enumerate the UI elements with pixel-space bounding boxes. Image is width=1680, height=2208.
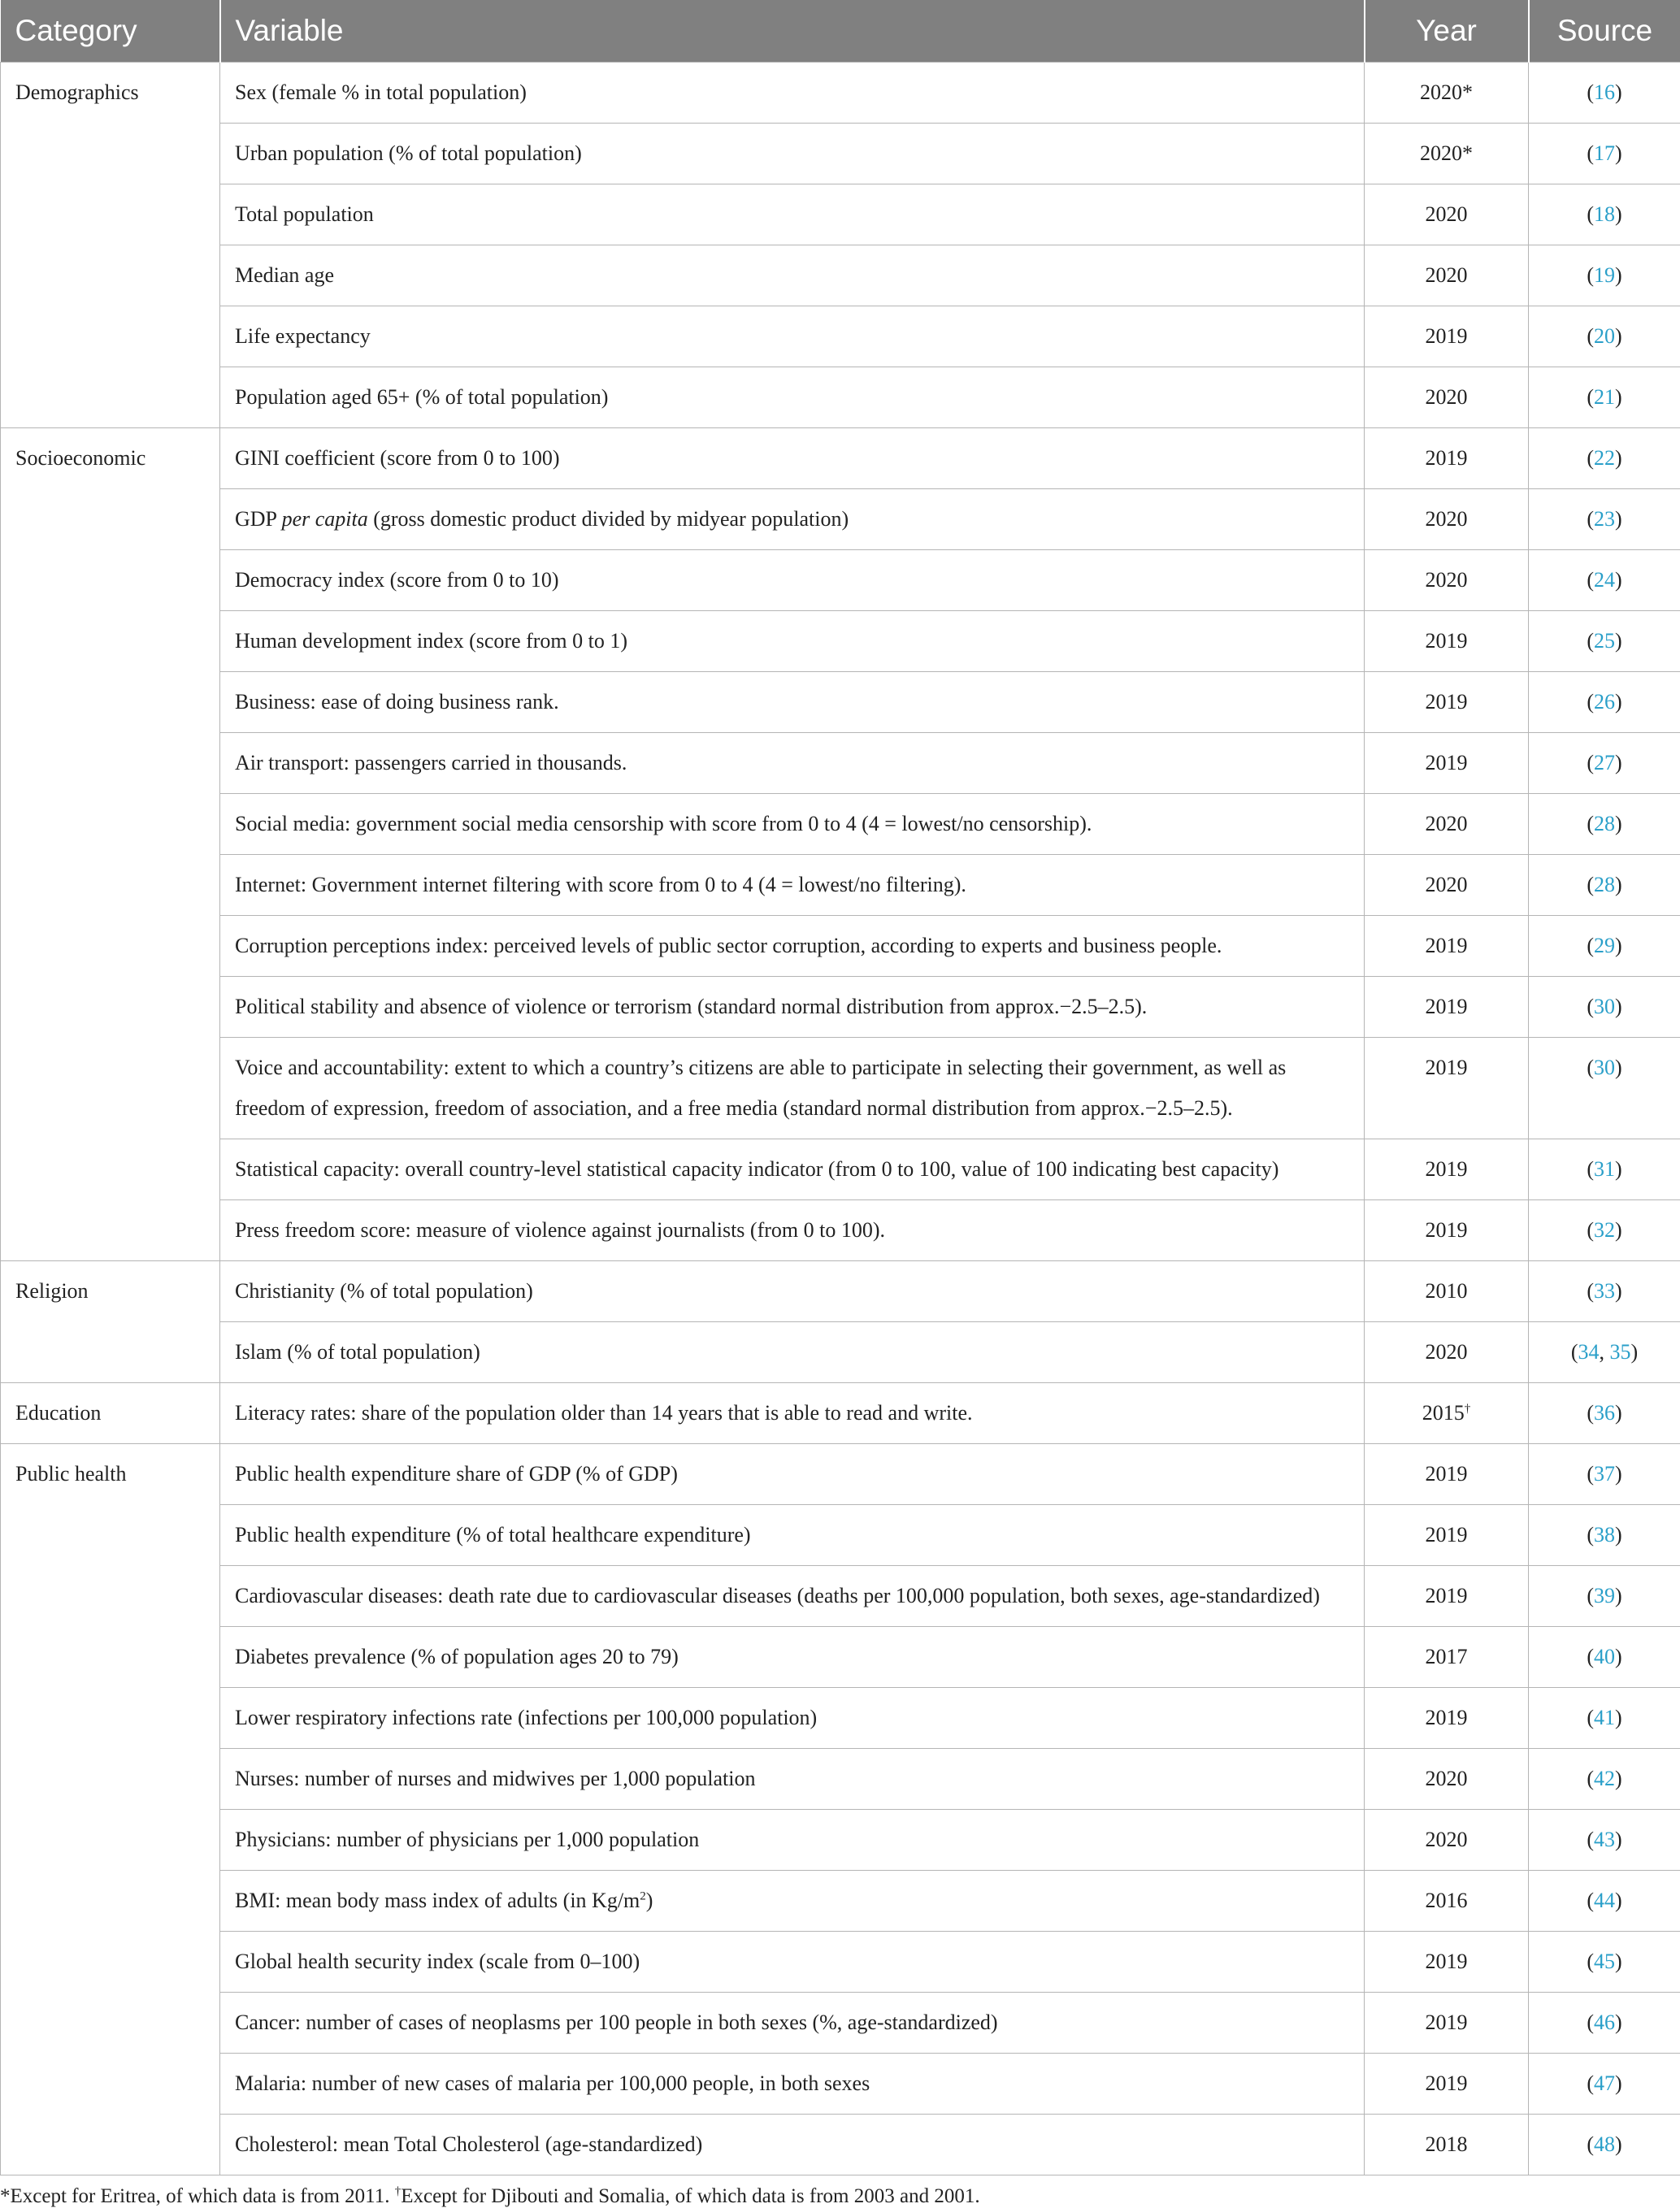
table-row [1, 1505, 1680, 1566]
reference-link[interactable]: 28 [1594, 812, 1615, 835]
table-row [1, 306, 1680, 367]
source-cell: (30) [1529, 977, 1680, 1038]
variable-cell: Median age [220, 245, 1365, 306]
source-cell: (34, 35) [1529, 1322, 1680, 1383]
reference-link[interactable]: 16 [1594, 80, 1615, 104]
reference-link[interactable]: 18 [1594, 202, 1615, 226]
variable-cell: Political stability and absence of violence or terrorism (standard normal distribution from approx.−2.5–2.5). [220, 977, 1365, 1038]
source-cell: (28) [1529, 855, 1680, 916]
footnote-part-2: Except for Djibouti and Somalia, of which data is from 2003 and 2001. [401, 2185, 979, 2207]
variable-cell: Social media: government social media censorship with score from 0 to 4 (4 = lowest/no censorship). [220, 794, 1365, 855]
variable-cell: Press freedom score: measure of violence against journalists (from 0 to 100). [220, 1200, 1365, 1261]
source-cell: (20) [1529, 306, 1680, 367]
footnote-part-1: *Except for Eritrea, of which data is from 2011. [0, 2185, 395, 2207]
source-cell: (24) [1529, 550, 1680, 611]
source-cell: (37) [1529, 1444, 1680, 1505]
year-cell: 2019 [1365, 1932, 1529, 1993]
year-cell: 2020 [1365, 489, 1529, 550]
variable-cell: Christianity (% of total population) [220, 1261, 1365, 1322]
table-row [1, 124, 1680, 184]
reference-link[interactable]: 36 [1594, 1401, 1615, 1425]
variable-cell: Life expectancy [220, 306, 1365, 367]
variable-cell: Air transport: passengers carried in thousands. [220, 733, 1365, 794]
reference-link[interactable]: 33 [1594, 1279, 1615, 1303]
reference-link[interactable]: 41 [1594, 1706, 1615, 1729]
source-cell: (42) [1529, 1749, 1680, 1810]
year-cell: 2020 [1365, 855, 1529, 916]
year-cell: 2020 [1365, 245, 1529, 306]
year-cell: 2019 [1365, 977, 1529, 1038]
variable-cell: Nurses: number of nurses and midwives per 1,000 population [220, 1749, 1365, 1810]
reference-link[interactable]: 43 [1594, 1828, 1615, 1851]
variable-text-tail: ) [646, 1889, 653, 1912]
year-cell: 2020* [1365, 124, 1529, 184]
reference-link[interactable]: 30 [1594, 995, 1615, 1018]
source-cell: (48) [1529, 2115, 1680, 2175]
year-cell: 2018 [1365, 2115, 1529, 2175]
source-cell: (36) [1529, 1383, 1680, 1444]
year-cell: 2019 [1365, 1139, 1529, 1200]
table-row [1, 184, 1680, 245]
reference-link[interactable]: 40 [1594, 1645, 1615, 1668]
year-cell: 2016 [1365, 1871, 1529, 1932]
reference-link[interactable]: 44 [1594, 1889, 1615, 1912]
reference-link[interactable]: 47 [1594, 2071, 1615, 2095]
year-cell: 2020 [1365, 794, 1529, 855]
variable-text-part: GDP [235, 507, 282, 531]
year-cell: 2019 [1365, 306, 1529, 367]
source-cell: (31) [1529, 1139, 1680, 1200]
reference-link[interactable]: 42 [1594, 1767, 1615, 1790]
category-cell: Socioeconomic [1, 428, 220, 1261]
year-cell: 2019 [1365, 1038, 1529, 1139]
source-cell: (41) [1529, 1688, 1680, 1749]
year-cell: 2020 [1365, 550, 1529, 611]
source-cell: (33) [1529, 1261, 1680, 1322]
source-cell: (45) [1529, 1932, 1680, 1993]
year-cell: 2020 [1365, 367, 1529, 428]
year-cell: 2019 [1365, 672, 1529, 733]
reference-link[interactable]: 37 [1594, 1462, 1615, 1486]
variable-cell: Total population [220, 184, 1365, 245]
source-cell: (16) [1529, 63, 1680, 124]
table-body [1, 63, 1680, 2175]
variable-cell: Public health expenditure (% of total healthcare expenditure) [220, 1505, 1365, 1566]
table-row [1, 1383, 1680, 1444]
reference-link[interactable]: 24 [1594, 568, 1615, 592]
table-row [1, 1932, 1680, 1993]
reference-link[interactable]: 45 [1594, 1950, 1615, 1973]
year-cell: 2019 [1365, 1505, 1529, 1566]
header-category: Category [1, 0, 220, 63]
variable-cell [220, 489, 1365, 550]
year-text: 2015 [1422, 1401, 1465, 1425]
year-cell: 2019 [1365, 1688, 1529, 1749]
variable-cell: Cancer: number of cases of neoplasms per 100 people in both sexes (%, age-standardized) [220, 1993, 1365, 2054]
variable-cell: Corruption perceptions index: perceived levels of public sector corruption, according to experts and business people. [220, 916, 1365, 977]
variable-cell: Statistical capacity: overall country-level statistical capacity indicator (from 0 to 100, value of 100 indicating best capacity) [220, 1139, 1365, 1200]
variable-cell: Population aged 65+ (% of total population) [220, 367, 1365, 428]
variable-cell: Sex (female % in total population) [220, 63, 1365, 124]
variable-cell: Voice and accountability: extent to which a country’s citizens are able to participate in selecting their government, as well as freedom of expression, freedom of association, and a free media (standard normal distribution from approx.−2.5–2.5). [220, 1038, 1365, 1139]
source-cell: (44) [1529, 1871, 1680, 1932]
table-row [1, 611, 1680, 672]
source-cell: (43) [1529, 1810, 1680, 1871]
variable-cell: Malaria: number of new cases of malaria per 100,000 people, in both sexes [220, 2054, 1365, 2115]
year-cell: 2019 [1365, 1200, 1529, 1261]
table-row [1, 672, 1680, 733]
reference-link[interactable]: 34 [1578, 1340, 1600, 1364]
footnote-dagger: † [395, 2185, 402, 2198]
table-row [1, 1993, 1680, 2054]
table-row [1, 550, 1680, 611]
reference-link[interactable]: 30 [1594, 1056, 1615, 1079]
year-cell: 2019 [1365, 1444, 1529, 1505]
table-row [1, 1566, 1680, 1627]
table-row [1, 1627, 1680, 1688]
table-row [1, 1038, 1680, 1139]
category-cell: Religion [1, 1261, 220, 1383]
variable-cell: Business: ease of doing business rank. [220, 672, 1365, 733]
variable-cell: Literacy rates: share of the population older than 14 years that is able to read and write. [220, 1383, 1365, 1444]
year-cell: 2020 [1365, 184, 1529, 245]
year-cell: 2020 [1365, 1322, 1529, 1383]
reference-link[interactable]: 20 [1594, 324, 1615, 348]
category-cell: Public health [1, 1444, 220, 2175]
source-cell: (32) [1529, 1200, 1680, 1261]
source-cell: (30) [1529, 1038, 1680, 1139]
year-cell: 2019 [1365, 1993, 1529, 2054]
year-cell: 2019 [1365, 916, 1529, 977]
table-row [1, 63, 1680, 124]
source-cell: (26) [1529, 672, 1680, 733]
variable-cell: Diabetes prevalence (% of population ages 20 to 79) [220, 1627, 1365, 1688]
year-cell: 2020 [1365, 1810, 1529, 1871]
table-row [1, 367, 1680, 428]
reference-link[interactable]: 23 [1594, 507, 1615, 531]
table-row [1, 977, 1680, 1038]
source-cell: (25) [1529, 611, 1680, 672]
header-year: Year [1365, 0, 1529, 63]
source-cell: (39) [1529, 1566, 1680, 1627]
source-cell: (40) [1529, 1627, 1680, 1688]
variable-text: BMI: mean body mass index of adults (in Kg/m [235, 1889, 640, 1912]
table-footnote [0, 2175, 1680, 2208]
table-row [1, 855, 1680, 916]
table-row [1, 2054, 1680, 2115]
variable-cell: Urban population (% of total population) [220, 124, 1365, 184]
reference-link[interactable]: 39 [1594, 1584, 1615, 1607]
year-cell: 2019 [1365, 428, 1529, 489]
reference-link[interactable]: 19 [1594, 263, 1615, 287]
variable-cell: Human development index (score from 0 to 1) [220, 611, 1365, 672]
table-row [1, 794, 1680, 855]
reference-link[interactable]: 17 [1594, 141, 1615, 165]
table-row [1, 1871, 1680, 1932]
year-cell: 2020 [1365, 1749, 1529, 1810]
reference-link[interactable]: 32 [1594, 1218, 1615, 1242]
variable-cell: Public health expenditure share of GDP (% of GDP) [220, 1444, 1365, 1505]
variable-cell: Cholesterol: mean Total Cholesterol (age-standardized) [220, 2115, 1365, 2175]
source-cell: (46) [1529, 1993, 1680, 2054]
table-row [1, 2115, 1680, 2175]
variable-text-part: per capita [282, 507, 368, 531]
variable-cell: Physicians: number of physicians per 1,000 population [220, 1810, 1365, 1871]
year-cell: 2019 [1365, 733, 1529, 794]
table-row [1, 1200, 1680, 1261]
header-source: Source [1529, 0, 1680, 63]
table-row [1, 245, 1680, 306]
table-row [1, 1261, 1680, 1322]
variable-cell: Lower respiratory infections rate (infections per 100,000 population) [220, 1688, 1365, 1749]
variable-cell: Internet: Government internet filtering with score from 0 to 4 (4 = lowest/no filtering). [220, 855, 1365, 916]
table-header [1, 0, 1680, 63]
variable-cell: Democracy index (score from 0 to 10) [220, 550, 1365, 611]
source-cell: (29) [1529, 916, 1680, 977]
year-cell: 2020* [1365, 63, 1529, 124]
reference-link[interactable]: 25 [1594, 629, 1615, 653]
reference-link[interactable]: 28 [1594, 873, 1615, 896]
table-row [1, 1688, 1680, 1749]
reference-link[interactable]: 26 [1594, 690, 1615, 714]
variable-cell: Cardiovascular diseases: death rate due to cardiovascular diseases (deaths per 100,000 population, both sexes, age-standardized) [220, 1566, 1365, 1627]
variable-cell: GINI coefficient (score from 0 to 100) [220, 428, 1365, 489]
category-cell: Demographics [1, 63, 220, 428]
reference-link[interactable]: 46 [1594, 2011, 1615, 2034]
reference-link[interactable]: 22 [1594, 446, 1615, 470]
table-row [1, 916, 1680, 977]
table-row [1, 1322, 1680, 1383]
table-row [1, 733, 1680, 794]
year-superscript: † [1465, 1402, 1471, 1415]
source-cell: (18) [1529, 184, 1680, 245]
header-variable: Variable [220, 0, 1365, 63]
source-cell: (19) [1529, 245, 1680, 306]
table-row [1, 1444, 1680, 1505]
variable-text-part: (gross domestic product divided by midyear population) [368, 507, 849, 531]
year-cell: 2019 [1365, 1566, 1529, 1627]
source-cell: (27) [1529, 733, 1680, 794]
source-cell: (23) [1529, 489, 1680, 550]
reference-link[interactable]: 29 [1594, 934, 1615, 957]
reference-link[interactable]: 35 [1610, 1340, 1631, 1364]
reference-link[interactable]: 27 [1594, 751, 1615, 774]
reference-link[interactable]: 48 [1594, 2132, 1615, 2156]
reference-link[interactable]: 21 [1594, 385, 1615, 409]
table-row [1, 1810, 1680, 1871]
year-cell: 2019 [1365, 611, 1529, 672]
table-row [1, 489, 1680, 550]
year-cell [1365, 1383, 1529, 1444]
variable-cell [220, 1871, 1365, 1932]
table-row [1, 428, 1680, 489]
variable-cell: Islam (% of total population) [220, 1322, 1365, 1383]
table-row [1, 1139, 1680, 1200]
year-cell: 2019 [1365, 2054, 1529, 2115]
source-cell: (17) [1529, 124, 1680, 184]
variable-cell: Global health security index (scale from 0–100) [220, 1932, 1365, 1993]
source-cell: (21) [1529, 367, 1680, 428]
source-cell: (38) [1529, 1505, 1680, 1566]
source-cell: (47) [1529, 2054, 1680, 2115]
reference-link[interactable]: 38 [1594, 1523, 1615, 1546]
year-cell: 2017 [1365, 1627, 1529, 1688]
year-cell: 2010 [1365, 1261, 1529, 1322]
source-cell: (22) [1529, 428, 1680, 489]
source-cell: (28) [1529, 794, 1680, 855]
category-cell: Education [1, 1383, 220, 1444]
variable-superscript: 2 [640, 1889, 646, 1902]
table-row [1, 1749, 1680, 1810]
reference-link[interactable]: 31 [1594, 1157, 1615, 1181]
